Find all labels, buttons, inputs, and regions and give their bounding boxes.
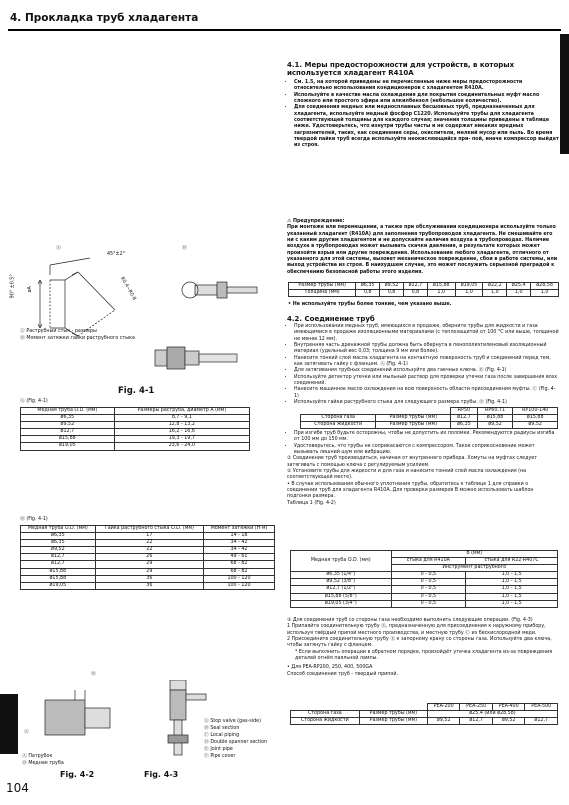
- table-cell: [376, 408, 451, 415]
- table-cell: 0 - 0,5: [391, 586, 466, 593]
- table-cell: ø12,7: [451, 415, 478, 422]
- table-cell: ø9,52: [21, 547, 96, 554]
- table-cell: 100 - 120: [204, 575, 275, 582]
- table-cell: 34 - 42: [204, 547, 275, 554]
- table-cell: ø15,88: [21, 436, 115, 443]
- table-cell: 12,8 - 13,2: [114, 422, 249, 429]
- table-cell: ø9,52: [21, 422, 115, 429]
- step-item: ② Установите трубы для жидкости и для газа и нанесите тонкий слой масла охлаждения (на соответствующей месте).: [287, 469, 527, 481]
- table-cell: 1,0 - 1,5: [466, 600, 558, 607]
- table-cell: 0 - 0,5: [391, 572, 466, 579]
- flare-dimension-table: [20, 407, 250, 451]
- table-cell: [359, 704, 427, 711]
- table-header: RP60,71: [477, 408, 513, 415]
- table-cell: Размер трубы (мм): [359, 711, 427, 718]
- thickness-table: [288, 282, 559, 297]
- table-cell: 1,0 - 1,5: [466, 579, 558, 586]
- section-4-2-bullets-2: [287, 431, 559, 507]
- fig43-caption: Fig. 4-3: [144, 770, 179, 779]
- table-cell: ø19,05: [21, 582, 96, 589]
- list-item: • Используйте детектор утечки или мыльный раствор для проверки утечки газа после завершения всех соединений.: [294, 375, 559, 388]
- table-cell: 68 - 82: [204, 568, 275, 575]
- section-4-1-title: 4.1. Меры предосторожности для устройств, в которых используется хладагент R410A: [287, 61, 515, 77]
- table-cell: 22: [95, 547, 203, 554]
- table-cell: ø19,05: [21, 443, 115, 450]
- table-cell: ø12,7: [21, 554, 96, 561]
- table-cell: 16,2 - 16,6: [114, 429, 249, 436]
- section-4-2-bullets: [287, 324, 559, 406]
- note-text: Не используйте трубы более тонкие, чем указано выше.: [292, 302, 452, 307]
- fig41-legend-a: Ⓐ Раструбный стык - размеры: [20, 329, 97, 334]
- table-cell: 1,0: [507, 290, 531, 297]
- step-item: 1 Припаяйте соединительную трубу Ⓔ, предназначенную для присоединения к наружному прибору, используя твёрдый припой местного производства, и местную трубу Ⓒ из бескислородной меди.: [287, 624, 546, 636]
- fig42-label-b: Ⓑ: [91, 672, 96, 677]
- callout-a: Ⓐ: [56, 246, 61, 251]
- table-cell: 1,0: [531, 290, 559, 297]
- table-cell: ø19,05 (3/4"): [291, 600, 392, 607]
- pea-title: • Для PEA-RP200, 250, 400, 500GA: [287, 665, 373, 671]
- table-cell: 0,8: [356, 290, 380, 297]
- language-tab: [560, 34, 569, 154]
- table-cell: 0,8: [403, 290, 427, 297]
- table-cell: ø9,52: [513, 422, 558, 429]
- table-cell: ø9,52: [492, 718, 525, 725]
- warning-block: [287, 219, 559, 276]
- table-cell: ø25,4 (или ø28,58): [427, 711, 557, 718]
- angle90-label: 90° ±0.5°: [10, 274, 16, 299]
- table-cell: ø28,58: [531, 283, 559, 290]
- fig41-legend-b: Ⓑ Момент затяжки гайки раструбного стыка: [20, 336, 135, 341]
- table-cell: ø6,35: [451, 422, 478, 429]
- table-cell: 19,3 - 19,7: [114, 436, 249, 443]
- table-cell: ø15,88: [21, 575, 96, 582]
- list-item: • Для соединения медных или медносплавных бесшовных труб, предназначенных для хладагента, используйте медный фосфор C1220. Используйте трубы для хладагента соответствующей толщины для каждого случая; значения толщины приведены в таблице ниже. Удостоверьтесь, что изнутри трубы чисты и не содержат никаких вредных загрязнителей, таких, как соединения серы, окислители, мелкий мусор или пыль. Во время твердой пайки труб всегда используйте неокисляющийся при- пой, иначе компрессор выйдет из строя.: [294, 105, 559, 149]
- table-cell: Сторона газа: [301, 415, 376, 422]
- table-cell: 0,8: [380, 290, 404, 297]
- table-header: RP100-140: [513, 408, 558, 415]
- table-cell: 49 - 61: [204, 554, 275, 561]
- table-cell: ø12,7 (1/2"): [291, 586, 392, 593]
- table-cell: 100 - 120: [204, 582, 275, 589]
- table-header: B (мм): [391, 551, 557, 558]
- table-cell: 34 - 42: [204, 540, 275, 547]
- callout-b: Ⓑ: [182, 246, 187, 251]
- fig42-label-a: Ⓐ: [24, 730, 29, 735]
- table-cell: 1,0 - 1,5: [466, 593, 558, 600]
- table-header: PEA-200: [427, 704, 460, 711]
- table-cell: 36: [95, 582, 203, 589]
- legend-item: Ⓑ Seal section: [204, 726, 240, 731]
- warning-icon: ⚠: [287, 219, 292, 224]
- table-header: стыка для R22·R407C: [466, 558, 558, 565]
- table-header: Гайка раструбного стыка O.D. (мм): [95, 526, 203, 533]
- warning-title: Предупреждение:: [292, 219, 345, 224]
- table-cell: Размер трубы (мм): [376, 415, 451, 422]
- table-cell: ø9,52: [477, 422, 513, 429]
- table-cell: Размер трубы (мм): [289, 283, 356, 290]
- table-cell: Размер трубы (мм): [359, 718, 427, 725]
- table-header: RP50: [451, 408, 478, 415]
- table-cell: ø22,2: [483, 283, 507, 290]
- table-header: Момент затяжки (Н·м): [204, 526, 275, 533]
- legend-item: Ⓓ Double spanner section: [204, 740, 268, 745]
- table-cell: ø12,7: [21, 429, 115, 436]
- table-cell: ø9,52 (3/8"): [291, 579, 392, 586]
- table-cell: ø12,7: [21, 561, 96, 568]
- list-item: • Для затягивания трубных соединений используйте два гаечных ключа. Ⓑ (Fig. 4-1): [294, 368, 559, 374]
- step-item: • В случае использования обычного уплотнения трубы, обратитесь к таблице 1 для справки о соединении труб для хладагента R410A. Для проверки размеров B можно использовать шаблон подгонки размера.: [287, 481, 534, 500]
- list-item: • См. 1.5, на которой приведены не перечисленные ниже меры предосторожности относительно использования кондиционеров с хладагентом R410A.: [294, 80, 559, 93]
- table-cell: 14 - 18: [204, 533, 275, 540]
- fig-4-1-drawing: [20, 250, 275, 380]
- list-item: • Внутренняя часть дренажной трубы должна быть обернута в пенополиэтиленовый изоляционный материал (удельный вес 0,03; толщина 9 мм или более).: [294, 343, 559, 356]
- table-a-title: Ⓐ (Fig. 4-1): [20, 399, 48, 404]
- header-rule: [8, 29, 561, 31]
- table-cell: Толщина (мм): [289, 290, 356, 297]
- table-cell: Сторона газа: [291, 711, 360, 718]
- table-cell: 1,0: [483, 290, 507, 297]
- table-cell: Сторона жидкости: [301, 422, 376, 429]
- table-cell: ø6,35: [356, 283, 380, 290]
- table-cell: 0 - 0,5: [391, 579, 466, 586]
- table-cell: ø6,35 (1/4"): [291, 572, 392, 579]
- table-header: стыка для R410A: [391, 558, 466, 565]
- step-item: ① Соединение труб производиться, начиная от внутреннего прибора. Хомуты на муфтах следует затягивать с помощью ключа с регулируемым усилием.: [287, 456, 538, 468]
- list-item: • Нанесите тонкий слой масла хладагента на контактную поверхность труб и соединений перед тем, как затягивать гайку с фланцем. Ⓐ (Fig. 4-1): [294, 356, 559, 369]
- table-cell: Размер трубы (мм): [376, 422, 451, 429]
- table-cell: 0 - 0,5: [391, 600, 466, 607]
- table-cell: 68 - 82: [204, 561, 275, 568]
- table-cell: [291, 704, 360, 711]
- table-cell: 1,0 - 1,5: [466, 586, 558, 593]
- table-cell: ø6,35: [21, 415, 115, 422]
- table-cell: ø15,88: [21, 568, 96, 575]
- fig41-caption: Fig. 4-1: [118, 386, 155, 396]
- pea-table: [290, 703, 558, 725]
- table-cell: ø6,35: [21, 533, 96, 540]
- fig42-legend-a: Ⓐ Патрубок: [22, 754, 53, 759]
- table-cell: ø12,7: [403, 283, 427, 290]
- table-header: Медная труба O.D. (мм): [21, 526, 96, 533]
- table-cell: ø15,88: [513, 415, 558, 422]
- radius-label: R0.4~R0.8: [119, 276, 137, 302]
- legend-item: Ⓐ Stop valve (gas-side): [204, 719, 261, 724]
- table-cell: 22: [95, 540, 203, 547]
- section-4-1-bullets: [287, 80, 559, 150]
- legend-item: Ⓔ Joint pipe: [204, 747, 233, 752]
- table-cell: ø19,05: [455, 283, 483, 290]
- table-b-title: Ⓑ (Fig. 4-1): [20, 517, 48, 522]
- table-cell: ø6,35: [21, 540, 96, 547]
- table-cell: ø12,7: [525, 718, 558, 725]
- angle-label: 45°±2°: [107, 252, 125, 257]
- fig42-legend-b: Ⓑ Медная труба: [22, 761, 64, 766]
- table-cell: Сторона жидкости: [291, 718, 360, 725]
- table-header: Медная труба O.D. (мм): [291, 551, 392, 572]
- table-cell: 29: [95, 568, 203, 575]
- table-cell: 36: [95, 575, 203, 582]
- step-item: * Если выполнить операции в обратном порядке, произойдёт утечка хладагента из-за повреждения деталей огнём паяльной лампы.: [295, 649, 553, 662]
- table-cell: 1,0: [427, 290, 455, 297]
- thickness-note: • Не используйте трубы более тонкие, чем указано выше.: [288, 302, 452, 307]
- table-cell: 26: [95, 554, 203, 561]
- flare-nut-table: [300, 407, 558, 429]
- list-item: • Используйте гайки раструбного стыка для следующего размера трубы. Ⓓ (Fig. 4-1): [294, 400, 559, 406]
- table-cell: 1,0: [455, 290, 483, 297]
- list-item: • Используйте в качестве масла охлаждения для покрытия соединительных муфт масло сложного или простого эфира или алкилбензол (небольшое количество).: [294, 93, 559, 106]
- language-side-tab: [0, 694, 18, 754]
- warning-text: При монтаже или перемещении, а также при обслуживании кондиционера используйте только указанный хладагент (R410A) для заполнения трубопроводов хладагента. Не смешивайте его ни с каким другим хладагентом и не допускайте наличия воздуха в трубопроводах. Наличие воздуха в трубопроводах может вызывать скачки давления, в результате которых может произойти взрыв или другие повреждения. Использование любого хладагента, отличного от указанного для этой системы, вызовет механическое повреждение, сбои в работе системы, или выход устройства из строя. В наихудшем случае, это может послужить серьезной преградой к обеспечению безопасной работы этого изделия.: [287, 225, 558, 275]
- table-header: Инструмент раструбного: [391, 565, 557, 572]
- table-cell: ø15,88: [477, 415, 513, 422]
- list-item: • При изгибе труб будьте осторожны, чтобы не допустить их поломки. Рекомендуются радиусы изгиба от 100 мм до 150 мм.: [294, 431, 559, 444]
- page-title: 4. Прокладка труб хладагента: [10, 12, 199, 24]
- pea-subtitle: Способ соединения труб - твердый припой.: [287, 671, 398, 677]
- section-4-2-steps-2: [287, 618, 559, 678]
- dim-a-label: øA: [27, 286, 33, 293]
- table-cell: 17: [95, 533, 203, 540]
- table-cell: 29: [95, 561, 203, 568]
- table-cell: ø25,4: [507, 283, 531, 290]
- list-item: • Удостоверьтесь, что трубы не соприкасаются с компрессором. Такое соприкосновение может вызывать лишний шум или вибрацию.: [294, 444, 559, 457]
- section-4-2-title: 4.2. Соединение труб: [287, 315, 375, 323]
- fig42-caption: Fig. 4-2: [60, 770, 95, 779]
- table-cell: [301, 408, 376, 415]
- table-cell: ø9,52: [427, 718, 460, 725]
- table-cell: 23,6 - 24,0: [114, 443, 249, 450]
- torque-table: [20, 525, 275, 590]
- table-cell: ø9,52: [380, 283, 404, 290]
- table-cell: ø15,88 (5/8"): [291, 593, 392, 600]
- list-item: • Нанесите машинное масло охлаждения на всю поверхность области присоединения муфты. Ⓒ (Fig. 4-1): [294, 387, 559, 400]
- legend-item: Ⓕ Pipe cover: [204, 754, 236, 759]
- table-cell: ø12,7: [460, 718, 493, 725]
- page-number: 104: [6, 781, 29, 795]
- table-header: PEA-500: [525, 704, 558, 711]
- table-header: Медная труба O.D. (мм): [21, 408, 115, 415]
- table-header: PEA-400: [492, 704, 525, 711]
- step-item: ③ Для соединения труб со стороны газа необходимо выполнить следующие операции. (Fig. 4-3): [287, 618, 533, 623]
- table1-title: Таблица 1 (Fig. 4-2): [287, 500, 336, 506]
- table-cell: 1,0 - 1,5: [466, 572, 558, 579]
- legend-item: Ⓒ Local piping: [204, 733, 240, 738]
- fig43-legend: [204, 718, 267, 760]
- list-item: • При использовании медных труб, имеющихся в продаже, оберните трубы для жидкости и газа имеющимися в продаже изоляционными материалами (с теплозащитой от 100 °C или выше, толщиной не менее 12 мм).: [294, 324, 559, 343]
- table-cell: 8,7 - 9,1: [114, 415, 249, 422]
- table-cell: ø15,88: [427, 283, 455, 290]
- table-header: Размеры раструба, диаметр A (мм): [114, 408, 249, 415]
- table-cell: 0 - 0,5: [391, 593, 466, 600]
- step-item: 2 Присоедините соединительную трубу Ⓔ к запорному крану со стороны газа. Используйте два ключа, чтобы затянуть гайку с фланцем.: [287, 637, 552, 649]
- table-header: PEA-250: [460, 704, 493, 711]
- table-1: [290, 550, 558, 608]
